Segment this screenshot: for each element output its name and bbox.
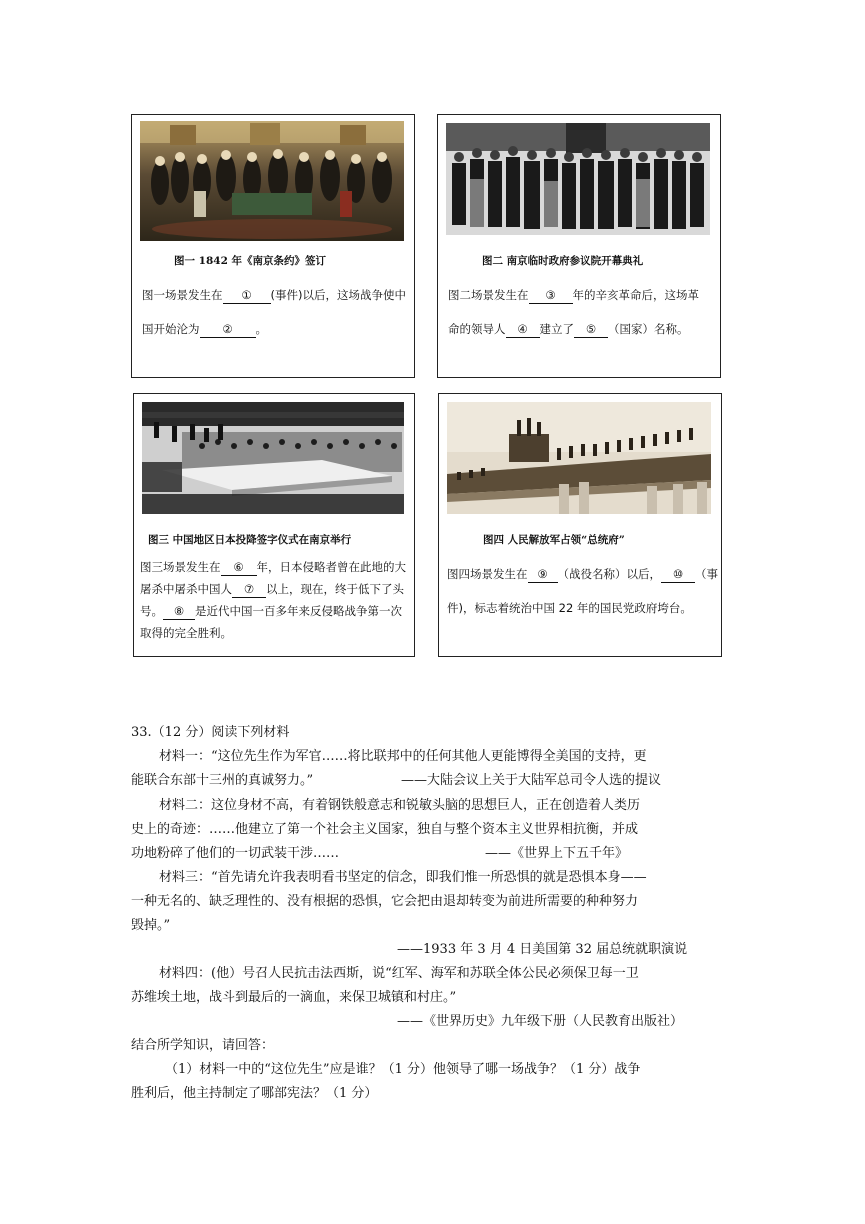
material-3-source: ——1933 年 3 月 4 日美国第 32 届总统就职演说 <box>397 942 688 957</box>
material-3-line-3: 毁掉。” <box>131 918 171 933</box>
material-2-source: ——《世界上下五千年》 <box>485 846 629 861</box>
answer-blank-7[interactable]: ⑦ <box>232 582 266 598</box>
question-text: 图三场景发生在 <box>140 560 221 574</box>
figure-card-1 <box>131 114 415 378</box>
answer-blank-10[interactable]: ⑩ <box>661 567 695 583</box>
presidential-palace-image <box>447 402 711 514</box>
figure-4-question <box>447 557 719 625</box>
question-text: 是近代中国一百多年来反侵略战争第一次 <box>195 604 402 618</box>
question-text: （事 <box>695 567 718 581</box>
material-4-line-1: 材料四：(他）号召人民抗击法西斯，说“红军、海军和苏联全体公民必须保卫每一卫 <box>159 966 639 981</box>
material-4-line-2: 苏维埃土地，战斗到最后的一滴血，来保卫城镇和村庄。” <box>131 990 457 1005</box>
question-text: 以上，现在，终于低下了头 <box>266 582 404 596</box>
answer-blank-9[interactable]: ⑨ <box>528 567 558 583</box>
material-2-line-2: 史上的奇迹：……他建立了第一个社会主义国家，独自与整个资本主义世界相抗衡，并成 <box>131 822 639 837</box>
figure-3-question <box>140 556 412 644</box>
question-text: 图二场景发生在 <box>448 288 529 302</box>
answer-blank-5[interactable]: ⑤ <box>574 322 608 338</box>
figure-card-3 <box>133 393 415 657</box>
figure-1-caption: 图一 1842 年《南京条约》签订 <box>174 255 327 267</box>
figure-1-question <box>142 278 410 346</box>
question-33-header: 33.（12 分）阅读下列材料 <box>131 725 290 740</box>
answer-blank-2[interactable]: ② <box>200 322 256 338</box>
question-text: 取得的完全胜利。 <box>140 626 232 640</box>
question-text: 屠杀中屠杀中国人 <box>140 582 232 596</box>
answer-prompt: 结合所学知识，请回答： <box>131 1038 275 1053</box>
question-text: 件)，标志着统治中国 22 年的国民党政府垮台。 <box>447 601 692 615</box>
material-4-source: ——《世界历史》九年级下册（人民教育出版社） <box>397 1014 684 1029</box>
question-text: (事件)以后，这场战争使中 <box>270 288 406 302</box>
question-text: 建立了 <box>539 322 574 336</box>
answer-blank-1[interactable]: ① <box>223 288 271 304</box>
question-text: 号。 <box>140 604 163 618</box>
figure-card-4 <box>438 393 722 657</box>
material-1-source: ——大陆会议上关于大陆军总司令人选的提议 <box>401 773 662 788</box>
senate-ceremony-image <box>446 123 710 235</box>
sub-question-1-line-1: （1）材料一中的“这位先生”应是谁？（1 分）他领导了哪一场战争？（1 分）战争 <box>165 1062 641 1077</box>
figure-2-caption: 图二 南京临时政府参议院开幕典礼 <box>482 255 644 267</box>
question-text: 命的领导人 <box>448 322 506 336</box>
question-text: 国开始沦为 <box>142 322 200 336</box>
material-2-line-1: 材料二：这位身材不高，有着钢铁般意志和锐敏头脑的思想巨人，正在创造着人类历 <box>159 798 641 813</box>
material-3-line-2: 一种无名的、缺乏理性的、没有根据的恐惧，它会把由退却转变为前进所需要的种种努力 <box>131 894 639 909</box>
material-1-line-1: 材料一：“这位先生作为军官……将比联邦中的任何其他人更能博得全美国的支持，更 <box>159 749 647 764</box>
question-text: 年，日本侵略者曾在此地的大 <box>256 560 406 574</box>
answer-blank-3[interactable]: ③ <box>529 288 573 304</box>
question-text: （战役名称）以后， <box>557 567 661 581</box>
question-text: 图四场景发生在 <box>447 567 528 581</box>
answer-blank-4[interactable]: ④ <box>506 322 540 338</box>
answer-blank-8[interactable]: ⑧ <box>163 604 195 620</box>
question-text: （国家）名称。 <box>608 322 689 336</box>
figure-4-caption: 图四 人民解放军占领“总统府” <box>483 534 625 546</box>
treaty-painting-image <box>140 121 404 241</box>
surrender-ceremony-image <box>142 402 404 514</box>
figure-2-question <box>448 278 716 346</box>
sub-question-1-line-2: 胜利后，他主持制定了哪部宪法？（1 分） <box>131 1086 378 1101</box>
question-text: 图一场景发生在 <box>142 288 223 302</box>
material-3-line-1: 材料三：“首先请允许我表明看书坚定的信念，即我们惟一所恐惧的就是恐惧本身—— <box>159 870 647 885</box>
question-33 <box>131 715 737 1101</box>
material-1-line-2: 能联合东部十三州的真诚努力。” <box>131 773 314 788</box>
question-text: 。 <box>255 322 267 336</box>
question-text: 年的辛亥革命后，这场革 <box>572 288 699 302</box>
figure-card-2 <box>437 114 721 378</box>
material-2-line-3: 功地粉碎了他们的一切武装干涉…… <box>131 846 340 861</box>
figure-3-caption: 图三 中国地区日本投降签字仪式在南京举行 <box>148 534 352 546</box>
answer-blank-6[interactable]: ⑥ <box>221 560 257 576</box>
